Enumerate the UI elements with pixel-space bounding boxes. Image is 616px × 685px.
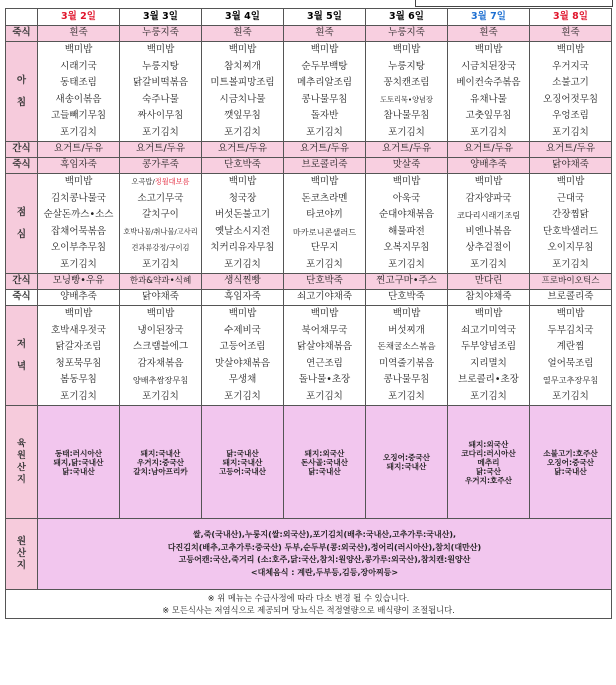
origin-line: 쌀,죽(국내산),누룽지(쌀:외국산),포기김치(배추:국내산,고추가루:국내산), xyxy=(192,530,457,539)
menu-item: 새송이볶음 xyxy=(55,93,102,105)
meat-origin-cell xyxy=(366,406,448,519)
menu-item: 콩나물무침 xyxy=(301,93,348,105)
menu-item: 백미밥 xyxy=(64,44,93,55)
menu-cell: 흰죽 xyxy=(284,26,366,42)
menu-item: 도토리묵•양념장 xyxy=(380,94,433,104)
menu-item: 누룽지탕 xyxy=(142,60,179,72)
menu-item: 갈치구이 xyxy=(142,209,179,220)
meat-origin-cell xyxy=(202,406,284,519)
top-right-box xyxy=(415,0,613,7)
menu-item: 포기김치 xyxy=(470,258,507,270)
menu-item: 백미밥 xyxy=(228,44,257,55)
menu-item: 우거지국 xyxy=(552,60,589,72)
menu-item: 돈코츠라멘 xyxy=(301,192,348,204)
menu-cell: 누룽지죽 xyxy=(366,26,448,42)
menu-item: 포기김치 xyxy=(224,390,261,402)
menu-item: 돌나물•초장 xyxy=(298,374,351,385)
menu-item: 순살돈까스•소스 xyxy=(43,209,114,220)
row-label: 간식 xyxy=(6,142,38,158)
menu-item: 오이부추무침 xyxy=(50,242,107,253)
lunch-cell xyxy=(120,174,202,274)
origin-item: 닭:국내산 xyxy=(308,466,341,476)
dinner-cell xyxy=(284,306,366,406)
origin-item: 우거지:호주산 xyxy=(464,475,513,485)
menu-item: 동태조림 xyxy=(60,77,97,88)
origin-label xyxy=(6,519,38,590)
menu-item: 우엉조림 xyxy=(552,110,589,121)
menu-item-main: 오곡밥/정월대보름 xyxy=(131,177,190,186)
menu-item: 백미밥 xyxy=(310,308,339,319)
menu-cell: 요거트/두유 xyxy=(202,142,284,158)
menu-item: 순대야채볶음 xyxy=(378,209,435,220)
general-origin-cell xyxy=(38,519,612,590)
dinner-cell xyxy=(448,306,530,406)
origin-line: <대체음식 : 계란,두부등,김등,장아찌등> xyxy=(250,567,399,577)
menu-item: 백미밥 xyxy=(146,308,175,319)
menu-item: 닭갈비떡볶음 xyxy=(132,77,189,88)
menu-item: 백미밥 xyxy=(64,308,93,319)
origin-item: 오징어:중국산 xyxy=(382,453,431,462)
label-char: 산 xyxy=(16,548,27,559)
menu-item: 포기김치 xyxy=(388,390,425,402)
menu-cell: 닭야채죽 xyxy=(530,158,612,174)
menu-item: 누룽지탕 xyxy=(388,60,425,72)
dinner-cell xyxy=(120,306,202,406)
menu-item: 순두부백탕 xyxy=(301,60,348,72)
lunch-cell xyxy=(38,174,120,274)
menu-item: 백미밥 xyxy=(474,308,503,319)
menu-item: 비엔나볶음 xyxy=(465,225,512,237)
menu-cell: 닭야채죽 xyxy=(120,290,202,306)
porridge2-row xyxy=(6,158,612,174)
porridge3-row xyxy=(6,290,612,306)
menu-cell: 요거트/두유 xyxy=(38,142,120,158)
label-char: 저 xyxy=(16,338,27,350)
day-header-row xyxy=(6,9,612,26)
menu-item: 김치콩나물국 xyxy=(50,192,107,204)
menu-cell: 프로바이오틱스 xyxy=(530,274,612,290)
menu-item: 청국장 xyxy=(228,192,257,204)
menu-item: 깻잎무침 xyxy=(224,110,261,121)
origin-item: 고등어:국내산 xyxy=(218,466,267,476)
menu-item: 포기김치 xyxy=(470,390,507,402)
day-header: 3월 8일 xyxy=(530,9,612,26)
menu-item: 오복지무침 xyxy=(383,242,430,253)
label-char: 원 xyxy=(16,536,27,547)
origin-item: 코다리:러시아산 xyxy=(461,448,516,458)
menu-item: 소불고기 xyxy=(552,77,589,88)
menu-item: 꽁치캔조림 xyxy=(383,77,430,88)
day-header: 3월 2일 xyxy=(38,9,120,26)
menu-cell: 쇠고기야채죽 xyxy=(284,290,366,306)
menu-item: 포기김치 xyxy=(60,126,97,138)
menu-cell: 흰죽 xyxy=(202,26,284,42)
meat-origin-cell xyxy=(530,406,612,519)
breakfast-row xyxy=(6,42,612,142)
menu-item: 브로콜리•초장 xyxy=(458,374,519,385)
menu-item: 고들빼기무침 xyxy=(50,110,107,121)
lunch-cell xyxy=(366,174,448,274)
label-char: 산 xyxy=(17,463,26,473)
day-header: 3월 4일 xyxy=(202,9,284,26)
origin-item: 돼지:국내산 xyxy=(222,457,263,467)
origin-item: 닭:국내산 xyxy=(62,466,95,476)
menu-item: 백미밥 xyxy=(146,44,175,55)
dinner-label xyxy=(6,306,38,406)
menu-item: 백미밥 xyxy=(556,44,585,55)
menu-item: 시금치나물 xyxy=(219,93,266,105)
menu-item: 포기김치 xyxy=(552,126,589,138)
menu-item: 치커리유자무침 xyxy=(210,242,275,253)
general-origin-row xyxy=(6,519,612,590)
label-char: 지 xyxy=(17,475,26,485)
label-char: 아 xyxy=(16,74,27,86)
menu-cell: 흑임자죽 xyxy=(38,158,120,174)
origin-item: 오징어:중국산 xyxy=(546,457,595,467)
day-header: 3월 3일 xyxy=(120,9,202,26)
menu-item: 백미밥 xyxy=(474,176,503,187)
menu-item: 냉이된장국 xyxy=(137,324,184,336)
menu-item xyxy=(120,174,201,191)
menu-cell: 콩가루죽 xyxy=(120,158,202,174)
morning-porridge-row xyxy=(6,26,612,42)
lunch-label xyxy=(6,174,38,274)
menu-item: 호박나물/취나물/고사리 xyxy=(123,226,198,236)
notes-cell xyxy=(6,590,612,619)
day-header: 3월 7일 xyxy=(448,9,530,26)
breakfast-cell xyxy=(366,42,448,142)
menu-item: 맛살야채볶음 xyxy=(214,357,271,369)
menu-item: 무생채 xyxy=(228,374,257,385)
menu-item: 숙주나물 xyxy=(142,93,179,105)
menu-item: 단무지 xyxy=(310,242,339,253)
row-label: 죽식 xyxy=(6,26,38,42)
lunch-cell xyxy=(284,174,366,274)
menu-item: 백미밥 xyxy=(556,176,585,187)
menu-item: 열무고추장무침 xyxy=(542,375,599,385)
notes-row xyxy=(6,590,612,619)
menu-cell: 흰죽 xyxy=(448,26,530,42)
menu-item: 포기김치 xyxy=(142,258,179,270)
origin-item: 돼지:국내산 xyxy=(386,462,427,471)
menu-item: 백미밥 xyxy=(64,176,93,187)
dinner-cell xyxy=(530,306,612,406)
menu-item: 닭살야채볶음 xyxy=(296,341,353,352)
menu-item: 닭갈자조림 xyxy=(55,341,102,352)
menu-cell: 브로콜리죽 xyxy=(284,158,366,174)
origin-line: 다진김치(배추,고추가루:중국산) 두부,순두부(콩:외국산),정어리(러시아산),참치(대만산) xyxy=(167,542,482,552)
origin-item: 돼지:국내산 xyxy=(140,448,181,458)
meat-origin-row xyxy=(6,406,612,519)
origin-item: 갈치:남아프리카 xyxy=(133,466,188,476)
origin-line: 고등어캔:국산,죽거리 (소:호주,닭:국산,참치:원양산,콩가루:외국산),참치캔:원양산 xyxy=(178,555,471,564)
snack1-row xyxy=(6,142,612,158)
origin-item: 돈사골:국내산 xyxy=(300,457,349,467)
snack2-row xyxy=(6,274,612,290)
weekly-menu-table xyxy=(5,8,612,619)
menu-item: 소고기무국 xyxy=(137,192,184,204)
meat-origin-cell xyxy=(120,406,202,519)
menu-item: 두부김치국 xyxy=(547,324,594,336)
meat-origin-cell xyxy=(284,406,366,519)
menu-item: 고춧잎무침 xyxy=(465,110,512,121)
menu-cell: 맛살죽 xyxy=(366,158,448,174)
origin-item: 돼지:외국산 xyxy=(304,448,345,458)
menu-item: 쇠고기미역국 xyxy=(460,324,517,336)
menu-item: 포기김치 xyxy=(552,390,589,402)
menu-item: 잡채어묵볶음 xyxy=(50,225,107,237)
menu-item: 얼어묵조림 xyxy=(547,357,594,369)
menu-cell: 브로콜리죽 xyxy=(530,290,612,306)
menu-item: 짜사이무침 xyxy=(137,110,184,121)
origin-item: 닭:국내산 xyxy=(226,448,259,458)
menu-item: 지리멸치 xyxy=(470,357,507,369)
menu-item: 돈채굴소스볶음 xyxy=(377,342,436,352)
menu-cell: 양배추죽 xyxy=(448,158,530,174)
menu-item: 포기김치 xyxy=(60,390,97,402)
menu-cell: 요거트/두유 xyxy=(284,142,366,158)
menu-item: 백미밥 xyxy=(310,44,339,55)
menu-item: 미역줄기볶음 xyxy=(378,357,435,369)
menu-cell: 모닝빵•우유 xyxy=(38,274,120,290)
row-label: 간식 xyxy=(6,274,38,290)
lunch-cell xyxy=(202,174,284,274)
menu-item: 메추리알조림 xyxy=(296,77,353,88)
menu-item: 타코야끼 xyxy=(306,209,343,220)
menu-item: 포기김치 xyxy=(224,126,261,138)
menu-item: 북어채무국 xyxy=(301,324,348,336)
origin-item: 우거지:중국산 xyxy=(136,457,185,467)
menu-item: 견과류강정/구이김 xyxy=(131,243,190,252)
menu-item: 백미밥 xyxy=(310,176,339,187)
menu-item: 코다리시래기조림 xyxy=(456,210,521,220)
day-header: 3월 5일 xyxy=(284,9,366,26)
menu-item: 봄동무침 xyxy=(60,374,97,385)
menu-cell: 요거트/두유 xyxy=(366,142,448,158)
breakfast-cell xyxy=(284,42,366,142)
label-char: 점 xyxy=(16,206,27,218)
menu-item: 포기김치 xyxy=(470,126,507,138)
menu-item: 간장찜닭 xyxy=(552,209,589,220)
menu-item: 백미밥 xyxy=(392,176,421,187)
origin-item: 동태:러시아산 xyxy=(54,448,103,458)
corner-cell xyxy=(6,9,38,26)
menu-cell: 단호박죽 xyxy=(202,158,284,174)
day-header: 3월 6일 xyxy=(366,9,448,26)
menu-cell: 한과&약과•식혜 xyxy=(120,274,202,290)
meat-origin-label xyxy=(6,406,38,519)
menu-item: 베이컨숙주볶음 xyxy=(456,77,521,88)
menu-item: 청포묵무침 xyxy=(55,357,102,369)
menu-item: 호박새우젓국 xyxy=(50,324,107,336)
menu-item: 포기김치 xyxy=(552,258,589,270)
menu-cell: 흰죽 xyxy=(530,26,612,42)
menu-item: 콩나물무침 xyxy=(383,374,430,385)
menu-item: 근대국 xyxy=(556,192,585,204)
menu-item: 참치찌개 xyxy=(224,60,261,72)
menu-item: 참나물무침 xyxy=(383,110,430,121)
holiday-tag: 정월대보름 xyxy=(154,177,190,186)
menu-item: 양배추쌈장무침 xyxy=(132,375,189,385)
menu-cell: 요거트/두유 xyxy=(530,142,612,158)
menu-cell: 만다린 xyxy=(448,274,530,290)
origin-item: 메추리 xyxy=(477,457,500,467)
top-edge xyxy=(0,0,616,8)
dinner-cell xyxy=(38,306,120,406)
label-char: 원 xyxy=(17,451,26,461)
menu-item: 계란찜 xyxy=(556,341,585,352)
menu-item: 포기김치 xyxy=(306,390,343,402)
menu-item: 포기김치 xyxy=(224,258,261,270)
menu-cell: 생식찐빵 xyxy=(202,274,284,290)
menu-item: 돌자반 xyxy=(310,110,339,121)
menu-item: 유채나물 xyxy=(470,93,507,105)
note-line: ※ 모든식사는 저염식으로 제공되며 당뇨식은 적정열량으로 배식량이 조절됩니다. xyxy=(162,605,455,615)
menu-item: 포기김치 xyxy=(306,258,343,270)
meat-origin-cell xyxy=(38,406,120,519)
menu-item: 백미밥 xyxy=(556,308,585,319)
row-label: 죽식 xyxy=(6,158,38,174)
breakfast-cell xyxy=(38,42,120,142)
menu-cell: 단호박죽 xyxy=(366,290,448,306)
label-char: 지 xyxy=(16,560,27,571)
menu-item: 포기김치 xyxy=(60,258,97,270)
menu-item: 포기김치 xyxy=(142,126,179,138)
menu-item: 백미밥 xyxy=(228,308,257,319)
breakfast-cell xyxy=(530,42,612,142)
meat-origin-cell xyxy=(448,406,530,519)
row-label: 죽식 xyxy=(6,290,38,306)
menu-item: 옛날소시지전 xyxy=(214,225,271,237)
breakfast-cell xyxy=(120,42,202,142)
menu-item: 감자양파국 xyxy=(465,192,512,204)
origin-item: 돼지,닭:국내산 xyxy=(53,457,104,467)
menu-item: 미트볼피망조림 xyxy=(210,77,275,88)
origin-item: 소불고기:호주산 xyxy=(543,448,598,458)
menu-item: 포기김치 xyxy=(306,126,343,138)
origin-item: 돼지:외국산 xyxy=(468,439,509,449)
menu-cell: 참치야채죽 xyxy=(448,290,530,306)
menu-item: 고등어조림 xyxy=(219,341,266,352)
dinner-row xyxy=(6,306,612,406)
menu-cell: 흑임자죽 xyxy=(202,290,284,306)
label-char: 침 xyxy=(16,96,27,108)
menu-item: 시래기국 xyxy=(60,60,97,72)
menu-item: 오이지무침 xyxy=(547,242,594,253)
menu-cell: 요거트/두유 xyxy=(448,142,530,158)
menu-item: 오징어젓무침 xyxy=(542,93,599,105)
label-char: 육 xyxy=(17,439,26,449)
dinner-cell xyxy=(366,306,448,406)
origin-item: 닭:국산 xyxy=(475,466,502,476)
menu-cell: 단호박죽 xyxy=(284,274,366,290)
menu-item: 스크램블에그 xyxy=(132,341,189,352)
menu-item: 백미밥 xyxy=(392,308,421,319)
menu-item: 해물파전 xyxy=(388,225,425,237)
menu-item: 포기김치 xyxy=(388,258,425,270)
lunch-cell xyxy=(530,174,612,274)
breakfast-cell xyxy=(448,42,530,142)
note-line: ※ 위 메뉴는 수급사정에 따라 다소 변경 될 수 있습니다. xyxy=(207,593,410,603)
label-char: 녁 xyxy=(16,360,27,372)
menu-item: 백미밥 xyxy=(392,44,421,55)
menu-cell: 양배추죽 xyxy=(38,290,120,306)
menu-item: 감자채볶음 xyxy=(137,357,184,369)
menu-item: 단호박샐러드 xyxy=(542,225,599,237)
menu-cell: 누룽지죽 xyxy=(120,26,202,42)
menu-item: 버섯돈불고기 xyxy=(214,209,271,220)
lunch-row xyxy=(6,174,612,274)
menu-item: 상추겉절이 xyxy=(465,242,512,253)
menu-item: 버섯찌개 xyxy=(388,324,425,336)
menu-item: 포기김치 xyxy=(388,126,425,138)
breakfast-cell xyxy=(202,42,284,142)
menu-cell: 찐고구마•주스 xyxy=(366,274,448,290)
menu-item: 시금치된장국 xyxy=(460,60,517,72)
dinner-cell xyxy=(202,306,284,406)
menu-item: 백미밥 xyxy=(228,176,257,187)
menu-item: 두부양념조림 xyxy=(460,341,517,352)
breakfast-label xyxy=(6,42,38,142)
label-char: 심 xyxy=(16,228,27,240)
menu-cell: 요거트/두유 xyxy=(120,142,202,158)
lunch-cell xyxy=(448,174,530,274)
menu-item: 연근조림 xyxy=(306,357,343,369)
menu-item: 백미밥 xyxy=(474,44,503,55)
menu-item: 아욱국 xyxy=(392,192,421,204)
menu-item: 수제비국 xyxy=(224,324,261,336)
origin-item: 닭:국내산 xyxy=(554,466,587,476)
menu-item: 포기김치 xyxy=(142,390,179,402)
menu-cell: 흰죽 xyxy=(38,26,120,42)
menu-item: 마카로니콘샐러드 xyxy=(292,226,357,237)
